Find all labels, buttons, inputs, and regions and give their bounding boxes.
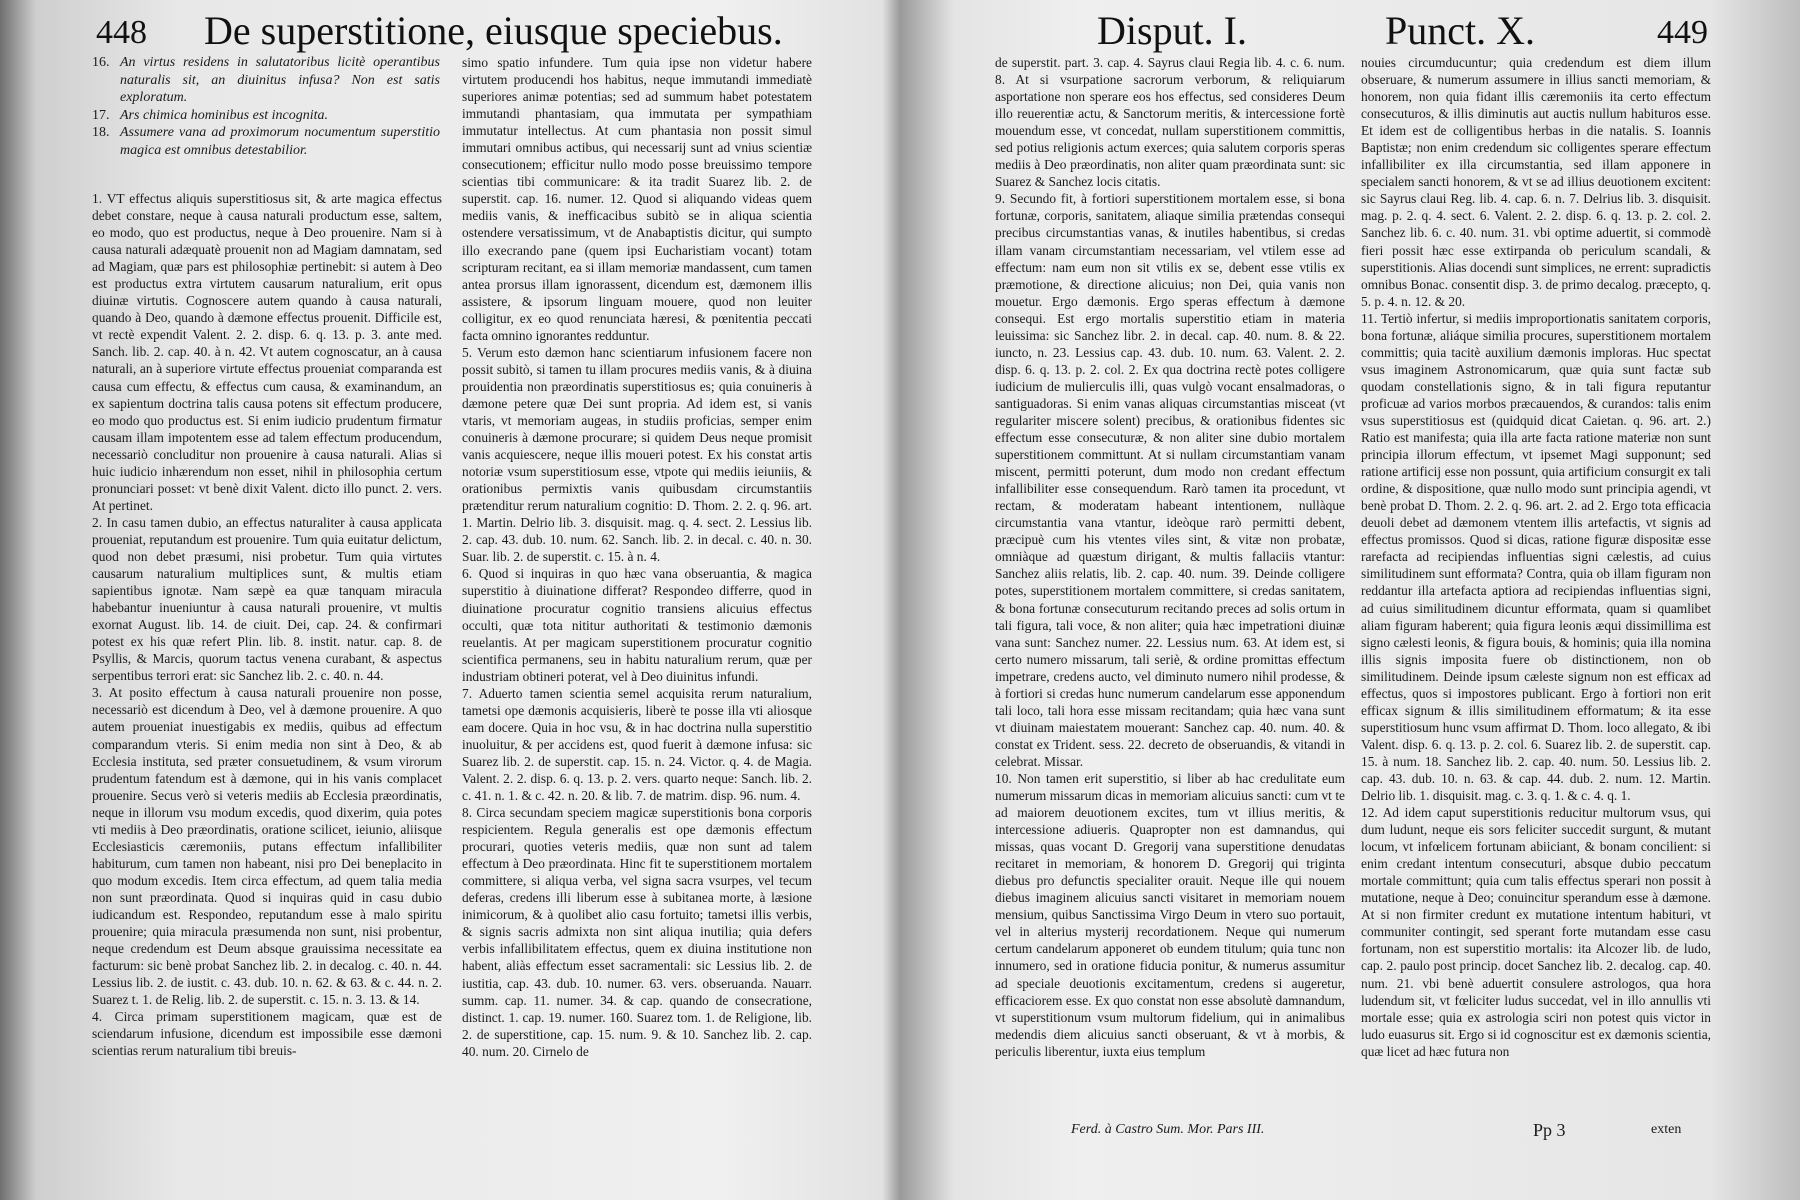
paragraph: 1. VT effectus aliquis superstitiosus sit, & arte magica effectus debet constare, neque à causa naturali productum esse, saltem, eo modo, quo est productus, neque à Deo prouenire. Nam si à causa naturali adæquatè prouenit non ad Magiam damnatam, sed ad Magiam, quæ pars est philosophiæ pertinebit: si autem à Deo est productus extra virtutem causarum naturalium, erit opus diuinæ virtutis. Cognoscere autem quando à causa naturali, quando à Deo, quando à dæmone effectus prouenit. Difficile est, vt rectè expendit Valent. 2. 2. disp. 6. q. 13. p. 3. ante med. Sanch. lib. 2. cap. 40. à n. 42. Vt autem cognoscatur, an à causa naturali, an à superiore virtute effectus proueniat comparanda est causa cum effectu, & effectus cum causa, & examinandum, an ex sapientum doctrina talis causa potens sit effectum producere, eo modo quo productus est. Si enim iudicio prudentum firmatur causam illam impotentem esse ad talem effectum producendum, necessariò concluditur non prouenire à causa naturali. Alias si huic iudicio inhærendum non esset, nihil in philosophia certum pronunciari posset: vt benè dixit Valent. dicto illo punct. 2. vers. At pertinet. <box>92 191 442 513</box>
paragraph: 5. Verum esto dæmon hanc scientiarum infusionem facere non possit subitò, si tamen tu illam procures mediis vanis, & à diuina prouidentia non præordinatis superstitiosus es; quia conuineris à dæmone petere quæ Dei sunt propria. Ad idem est, si vanis vtaris, vt memoriam augeas, in studiis proficias, semper enim conuineris à dæmone procurare; si quidem Deus neque promisit vanis acquiescere, neque illis moueri potest. Ex his constat artis notoriæ vsum superstitiosum esse, vtpote qui mediis ieiuniis, & orationibus permixtis vanis quibusdam circumstantiis prætenditur rerum naturalium cognitio: D. Thom. 2. 2. q. 96. art. 1. Martin. Delrio lib. 3. disquisit. mag. q. 4. sect. 2. Lessius lib. 2. cap. 43. dub. 10. num. 62. Sanch. lib. 2. in decal. c. 40. n. 30. Suar. lib. 2. de superstit. c. 15. à n. 4. <box>462 344 812 565</box>
left-summary <box>92 54 440 182</box>
right-running-head-right: Punct. X. <box>1385 8 1535 53</box>
paragraph: 2. In casu tamen dubio, an effectus naturaliter à causa applicata proueniat, reputandum est prouenire. Tum quia euitatur delictum, quod non debet præsumi, nisi probetur. Tum quia virtutes causarum naturalium multiplices sunt, & multis etiam sapientibus ignotæ. Nam sæpè ea quæ tanquam miracula habebantur inueniuntur à causa naturali prouenire, vt multis exornat August. lib. 14. de ciuit. Dei, cap. 24. & confirmari potest ex his quæ refert Plin. lib. 8. instit. natur. cap. 8. de Psyllis, & Marcis, quorum tactus venena curabant, & aspectus serpentibus terrori erat: sic Sanchez lib. 2. c. 40. n. 44. <box>92 514 442 684</box>
paragraph: nouies circumducuntur; quia credendum est diem illum obseruare, & numerum assumere in illius sancti memoriam, & honorem, non quia fidant illis cæremoniis ita certo effectum consecuturos, & illis diminutis aut auctis nullum habituros esse. Et idem est de colligentibus herbas in die natalis. S. Ioannis Baptistæ; non enim credendum sic colligentes sperare effectum infallibiliter ex illa circumstantia, sed illam apponere in specialem sancti honorem, & vt se ad illius deuotionem excitent: sic Sayrus claui Reg. lib. 4. cap. 6. n. 7. Delrius lib. 3. disquisit. mag. p. 2. q. 4. sect. 6. Valent. 2. 2. disp. 6. q. 13. p. 2. col. 2. Sanchez lib. 6. c. 40. num. 31. vbi optime aduertit, si commodè fieri possit hæc esse extirpanda ob periculum scandali, & superstitionis. Alias docendi sunt simplices, ne errent: supradictis omnibus Bonac. consentit disp. 3. de primo decalog. præcepto, q. 5. p. 4. n. 12. & 20. <box>1361 55 1711 309</box>
right-column-1 <box>995 54 1345 1118</box>
summary-item: 16. An virtus residens in salutatoribus licitè operantibus naturalis sit, an diuinitus infusa? Non est satis exploratum. <box>92 55 440 105</box>
page-footer: Ferd. à Castro Sum. Mor. Pars III. <box>1071 1122 1265 1137</box>
left-folio: 448 <box>96 14 147 51</box>
paragraph: 11. Tertiò infertur, si mediis improportionatis sanitatem corporis, bona fortunæ, aliáque similia procures, superstitionem mortalem committis; quia tacitè auxilium dæmonis imploras. Huc spectat vsus imaginem Astronomicarum, quæ quia sunt factæ sub quodam constellationis signo, & in tali figura reputantur proficuæ ad varios morbos præcauendos, & curandos: talis enim vsus superstitiosus est (quidquid dicat Caietan. q. 96. art. 2.) Ratio est manifesta; quia illa arte facta ratione materiæ non sunt principia illorum effectum, vt ipsemet Magi supponunt; sed ratione artificij esse non possunt, quia artificium consurgit ex tali ordine, & dispositione, quæ nullo modo sunt principia agendi, vt benè probat D. Thom. 2. 2. q. 96. art. 2. ad 2. Ergo tota efficacia deuoli debet ad dæmonem vtentem illis artefactis, vt signis ad effectus promissos. Quod si dicas, ratione figuræ dispositæ esse rarefacta ad recipiendas influentias signi cælestis, ad cuius similitudinem sunt efformata? Contra, quia ob illam figuram non reddantur illa artefacta aptiora ad recipiendas influentias signi, ad cuius similitudinem dicuntur efformata, quam si quamlibet aliam figuram haberent; quia figura leonis æqui dissimillima est signo cælesti leonis, & figura bouis, & hominis; quia illa nomina illis signis imposita fuere ob distinctionem, non ob similitudinem. Deinde ipsum cæleste signum non est efficax ad effectus, quos si impostores publicant. Ergo à fortiori non erit efficax signum & illis similitudinem efformatum; & ita esse superstitiosum hunc vsum affirmat D. Thom. loco allegato, & ibi Valent. disp. 6. q. 13. p. 2. col. 6. Suarez lib. 2. de superstit. cap. 15. à num. 18. Sanchez lib. 2. cap. 40. num. 50. Lessius lib. 2. cap. 43. dub. 10. n. 63. & cap. 44. dub. 2. num. 12. Martin. Delrio lib. 1. disquisit. mag. c. 3. q. 1. & c. 4. q. 1. <box>1361 310 1711 804</box>
paragraph: 7. Aduerto tamen scientia semel acquisita rerum naturalium, tametsi ope dæmonis acquisieris, liberè te posse illa vti aliosque eam docere. Quia in hoc vsu, & in hac doctrina nulla superstitio inuoluitur, & per accidens est, quod fuerit à dæmone infusa: sic Suarez lib. 2. de superstit. cap. 15. n. 24. Victor. q. 4. de Magia. Valent. 2. 2. disp. 6. q. 13. p. 2. vers. quarto neque: Sanch. lib. 2. c. 41. n. 1. & c. 42. n. 20. & lib. 7. de matrim. disp. 96. num. 4. <box>462 685 812 804</box>
paragraph: de superstit. part. 3. cap. 4. Sayrus claui Regia lib. 4. c. 6. num. 8. At si vsurpatione sacrorum verborum, & reliquiarum asportatione non sperare eos hos effectus, sed consideres Deum illo reuerentiæ actu, & Sanctorum meritis, & intercessione fortè mouendum esse, vt concedat, nullam superstitionem committis, sed potius religionis actum exerces; quia salutem corporis speras mediis à Deo præordinatis, non aliter quam præordinata sunt: sic Suarez & Sanchez locis citatis. <box>995 55 1345 190</box>
paragraph: 3. At posito effectum à causa naturali prouenire non posse, necessariò est dicendum à Deo, vel à dæmone prouenire. A quo autem proueniat inuestigabis ex mediis, quibus ad effectum comparandum vteris. Si enim media non sint à Deo, & ab Ecclesia instituta, sed præter consuetudinem, & vsum virorum prudentum fatendum est à dæmone, qui in his vanis complacet prouenire. Secus verò si veteris mediis ab Ecclesia præordinatis, neque in illorum vsu modum excedis, quod dixerim, quia potes vti mediis à Deo præordinatis, oratione scilicet, ieiunio, aliisque Ecclesiasticis cæremoniis, putans effectum infallibiliter habiturum, cum tamen non habeant, nisi pro Dei beneplacito in quo modum excedis. Item circa effectum, ad quem talia media non sunt præordinata. Quod si inquiras quid in casu dubio iudicandum est. Respondeo, reputandum esse à malo spiritu prouenire; quia miracula præsumenda non sunt, nisi probentur, neque credendum est Deum absque grauissima necessitate ea facturum: sic benè probat Sanchez lib. 2. in decalog. c. 40. n. 44. Lessius lib. 2. de iustit. c. 43. dub. 10. n. 62. & 63. & c. 44. n. 2. Suarez t. 1. de Relig. lib. 2. de superstit. c. 15. n. 3. 13. & 14. <box>92 685 442 1008</box>
right-running-head-left: Disput. I. <box>1097 8 1247 53</box>
right-folio: 449 <box>1657 14 1708 51</box>
left-column-1 <box>92 190 442 1140</box>
left-column-2 <box>462 54 812 1140</box>
left-page <box>0 0 890 1200</box>
left-running-head: De superstitione, eiusque speciebus. <box>204 8 783 53</box>
paragraph: 12. Ad idem caput superstitionis reducitur multorum vsus, qui dum ludunt, neque eis sors feliciter succedit surgunt, & mutant locum, vt infœlicem fortunam abiiciant, & bonam concilient: si enim credant intentum consecuturi, absque dubio peccatum mortale committunt; quia cum talis effectus sperari non possit à mutatione, neque à Deo; conuincitur sperandum esse à dæmone. At si non firmiter credunt ex mutatione intentum habituri, vt communiter contingit, sed sperant forte mutandam esse casu fortunam, non est superstitio mortalis: ita Alcozer lib. de ludo, cap. 2. paulo post princip. docet Sanchez lib. 2. decalog. cap. 40. num. 21. vbi benè aduertit consulere astrologos, qua hora ludendum sit, vt fœliciter ludus succedat, vel in illo annullis vti mortale esse; quia ex astrologia sciri non potest quis victor in ludo euasurus sit. Ergo si id cognoscitur est ex dæmonis scientia, quæ licet ad hæc futura non <box>1361 805 1711 1059</box>
signature-mark: Pp 3 <box>1533 1120 1566 1140</box>
paragraph: 9. Secundo fit, à fortiori superstitionem mortalem esse, si bona fortunæ, corporis, sanitatem, aliaque similia prætendas consequi precibus circumstantias vanas, & inutiles habentibus, si credas illam vanam circumstantiam necessariam, vel vtilem esse ad effectum: nam eum non sit vtilis ex se, debent esse vtilis ex præmotione, & directione alicuius; non Dei, quia vanis non mouetur. Ergo dæmonis. Ergo speras effectum à dæmone consequi. Est ergo mortalis superstitio etiam in materia leuissima: sic Sanchez libr. 2. in decal. cap. 40. num. 8. & 22. iuncto, n. 23. Lessius cap. 43. dub. 10. num. 63. Valent. 2. 2. disp. 6. q. 13. p. 2. col. 2. Ex qua doctrina rectè potes colligere iudicium de mulierculis illi, quas vulgò vocant ensalmadoras, o santiguadoras. Si enim vanas aliquas circumstantias misceat (vt regulariter miscere solent) precibus, & orationibus fidentes sic effectum esse consecuturæ, & non aliter sine dubio mortalem superstitionem committunt. At si nullam circumstantiam vanam miscent, permitti poterunt, dum modo non credant effectum infallibiliter esse consequendum. Rarò tamen ita procedunt, vt rectam, & moderatam habeant intentionem, nullàque circumstantia vana vtantur, ideòque rarò permitti debent, præcipuè cum his vtentes viles sint, & vitæ non probatæ, omniàque ad quæstum dirigant, & multis fallaciis vtantur: Sanchez aliis relatis, lib. 2. cap. 40. num. 39. Deinde colligere potes, superstitionem mortalem committere, si credas sanitatem, & bona fortunæ consecuturum recitando preces ad solis ortum in tali figura, tali voce, & non aliter; quia hæc impetrationi diuinæ vana sunt: Sanchez numer. 22. Lessius num. 63. At idem est, si certo numero missarum, tali seriè, & ordine promittas effectum impetrare, credens aucto, vel diminuto numero nihil prodesse, & à fortiori si credas hunc numerum candelarum esse apponendum tali loco, tali hora esse missam recitandam; quia hæc vana sunt vt diuinam maiestatem mouerant: Sanchez cap. 40. num. 40. & constat ex Trident. sess. 22. decreto de obseruandis, & vitandi in celebrat. Missar. <box>995 191 1345 769</box>
paragraph: 6. Quod si inquiras in quo hæc vana obseruantia, & magica superstitio à diuinatione differat? Respondeo differre, quod in diuinatione procuratur cognitio transiens alicuius effectus occulti, quæ tota nititur authoritati & testimonio dæmonis reuelantis. At per magicam superstitionem procuratur cognitio scientifica permanens, seu in habitu naturalium rerum, quæ per industriam obtineri poterat, vel à Deo diuinitus infundi. <box>462 566 812 684</box>
summary-item: 18. Assumere vana ad proximorum nocumentum superstitio magica est omnibus detestabilior. <box>92 125 440 158</box>
paragraph: 8. Circa secundam speciem magicæ superstitionis bona corporis respicientem. Regula generalis est ope dæmonis effectum procurari, quoties veteris mediis, quæ non sunt ad talem effectum à Deo præordinata. Hinc fit te superstitionem mortalem committere, si aliqua verba, vel signa sacra vsurpes, vel tecum deferas, credens illi liberum esse à subitanea morte, à læsione inimicorum, & à quolibet alio casu fortuito; tametsi illis verbis, & signis sacris admixta non sint aliqua inutilia; quia defers verbis infallibilitatem effectus, quem ex diuina institutione non habent, aliàs effectum esset sacramentali: sic Lessius lib. 2. de iustitia, cap. 43. dub. 10. numer. 63. vers. obseruanda. Nauarr. summ. cap. 11. numer. 34. & cap. quando de consecratione, distinct. 1. cap. 19. numer. 160. Suarez tom. 1. de Religione, lib. 2. de superstitione, cap. 15. num. 9. & 10. Sanchez lib. 2. cap. 40. num. 20. Cirnelo de <box>462 805 812 1059</box>
catchword: exten <box>1651 1122 1682 1137</box>
right-page <box>905 0 1800 1200</box>
paragraph: 4. Circa primam superstitionem magicam, quæ est de sciendarum infusione, dicendum est impossibile esse dæmoni scientias rerum naturalium tibi breuis- <box>92 1009 442 1059</box>
right-column-2 <box>1361 54 1711 1118</box>
paragraph: simo spatio infundere. Tum quia ipse non videtur habere virtutem producendi hos habitus, neque immutandi immediatè superiores animæ potentias; sed ad summum habet potestatem immutandi phantasiam, qua immutata per sympathiam immutatur intellectus. At cum phantasia non possit simul immutari omnibus actibus, qui necessarij sunt ad vnius scientiæ consecutionem; efficitur nullo modo posse breuissimo tempore scientias tibi communicare: & ita tradit Suarez lib. 2. de superstit. cap. 16. numer. 12. Quod si aliquando videas quem mediis vanis, & inefficacibus subitò se in aliqua scientia ostendere versatissimum, vt de Anabaptistis dicitur, qui sumpto illo execrando pane (quem ipsi Eucharistiam vocant) totam scripturam recitant, ea si illam memoriæ mandassent, cum tamen antea prorsus illam ignorassent, dicendum est, dæmonem illis assistere, & ipsorum linguam mouere, quod non leuiter colligitur, ex eo quod renunciata hæresi, & pœnitentia peccati facta omnino ignorantes redduntur. <box>462 55 812 343</box>
paragraph: 10. Non tamen erit superstitio, si liber ab hac credulitate eum numerum missarum dicas in memoriam alicuius sancti: cum vt te ad maiorem deuotionem excites, tum vt illius meritis, & intercessione adiueris. Quapropter non est damnandus, qui missas, quas vocant D. Gregorij vana superstitione denudatas recitaret in memoriam, & honorem D. Gregorij qui triginta diebus pro defunctis specialiter orauit. Neque ille qui nouem diebus imaginem alicuius sancti visitaret in memoriam nouem mensium, quibus Sanctissima Virgo Deum in vtero suo portauit, vel in alterius mysterij recordationem. Neque qui numerum certum candelarum apponeret ob eundem titulum; quia tunc non innumero, sed in oratione fiducia ponitur, & numerus assumitur ad speciale deuotionis excitamentum, credens si augeretur, efficaciorem esse. Ex quo constat non esse absolutè damnandum, vt superstitionum vsum multorum fidelium, qui in animalibus medendis diem alicuius sancti obseruant, & vt à morbis, & periculis liberentur, iuxta eius templum <box>995 770 1345 1059</box>
summary-item: 17. Ars chimica hominibus est incognita. <box>92 107 329 123</box>
